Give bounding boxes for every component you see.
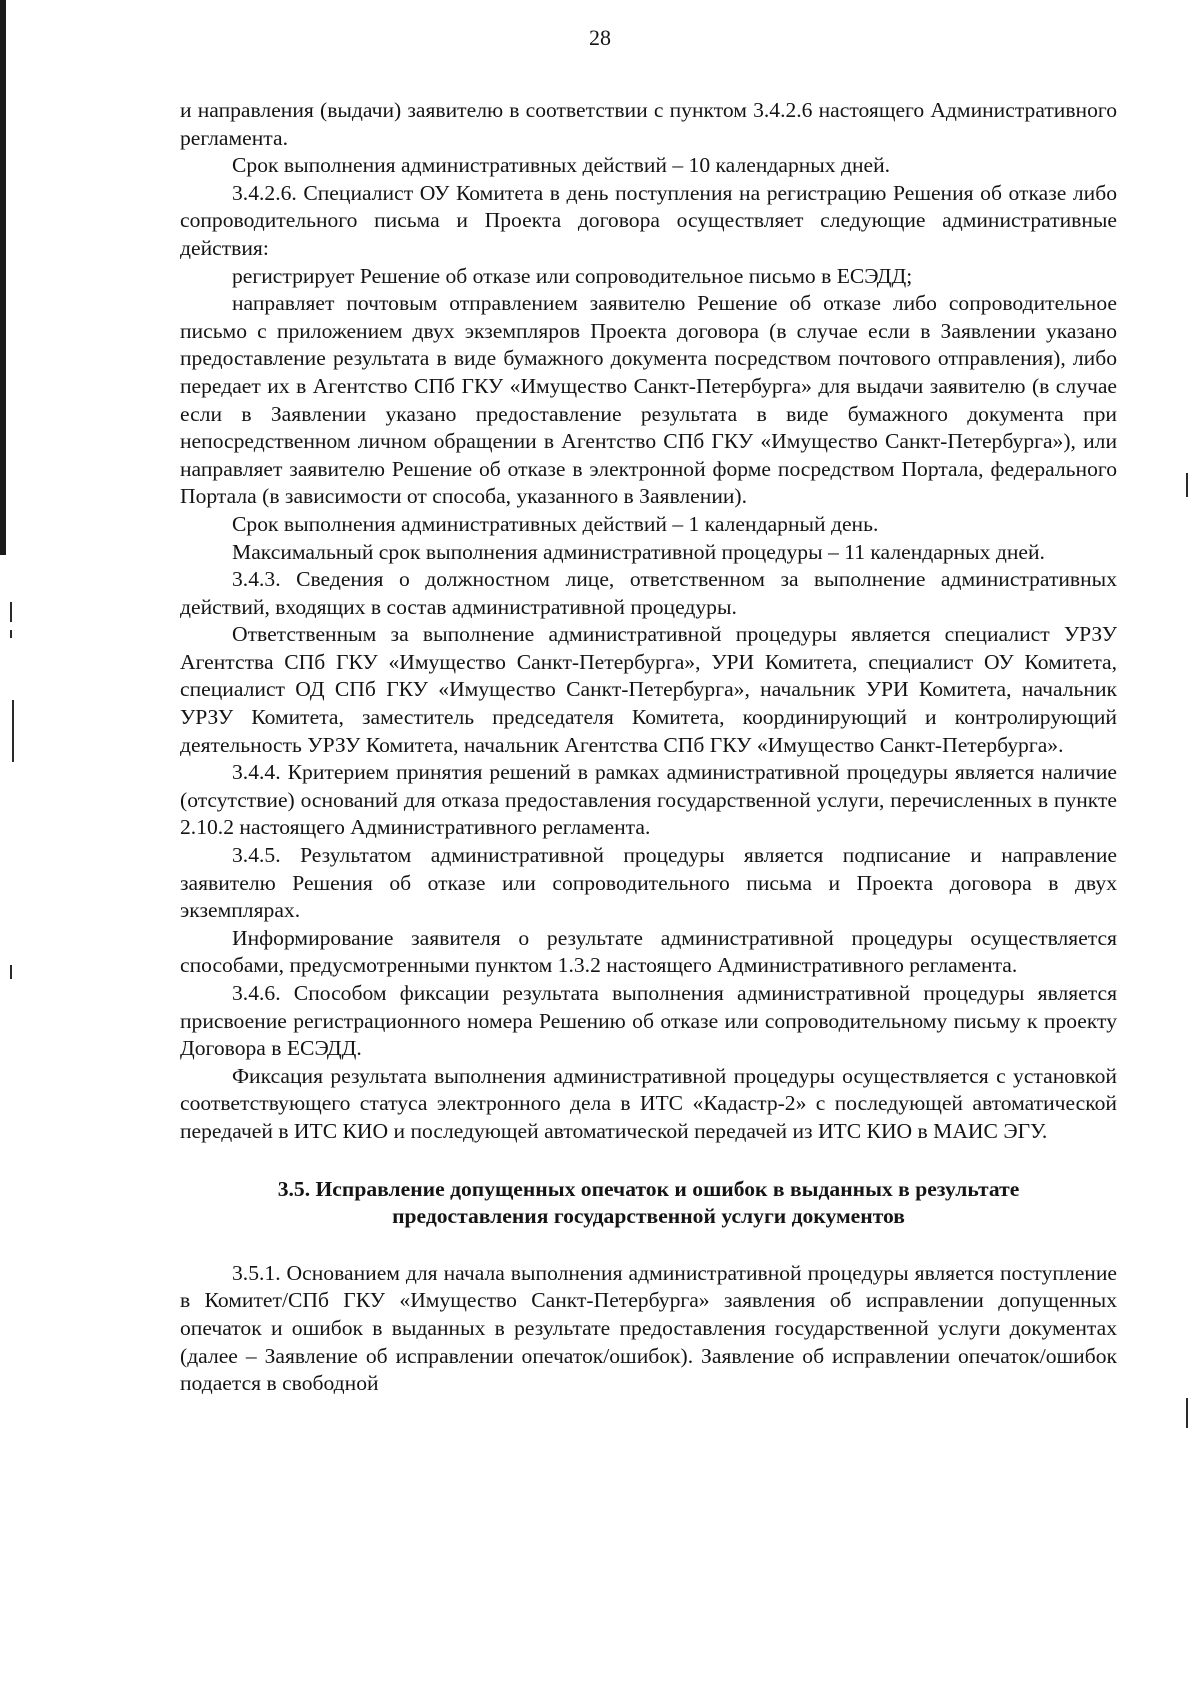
scan-artifact-mark — [10, 630, 12, 638]
body-paragraph: 3.4.5. Результатом административной процедуры является подписание и направление заявителю Решения об отказе или сопроводительного письма и Проекта договора в двух экземплярах. — [180, 843, 1117, 923]
section-heading-line-2: предоставления государственной услуги документов — [392, 1204, 905, 1229]
body-paragraph: Фиксация результата выполнения административной процедуры осуществляется с установкой соответствующего статуса электронного дела в ИТС «Кадастр-2» с последующей автоматической передачей в ИТС КИО и последующей автоматической передачей из ИТС КИО в МАИС ЭГУ. — [180, 1063, 1117, 1143]
body-paragraph: 3.4.2.6. Специалист ОУ Комитета в день поступления на регистрацию Решения об отказе либо сопроводительного письма и Проекта договора осуществляет следующие административные действия: — [180, 180, 1117, 260]
paragraphs-before-heading — [180, 97, 1117, 1146]
scan-left-edge-artifact — [0, 0, 6, 555]
body-paragraph: 3.5.1. Основанием для начала выполнения административной процедуры является поступление в Комитет/СПб ГКУ «Имущество Санкт-Петербурга» заявления об исправлении допущенных опечаток и ошибок в выданных в результате предоставления государственной услуги документах (далее – Заявление об исправлении опечаток/ошибок). Заявление об исправлении опечаток/ошибок подается в свободной — [180, 1260, 1117, 1396]
scan-artifact-mark — [10, 602, 12, 622]
scan-artifact-mark — [1186, 473, 1188, 497]
document-body — [180, 97, 1117, 1398]
body-paragraph: Максимальный срок выполнения административной процедуры – 11 календарных дней. — [232, 539, 1045, 564]
body-paragraph: Срок выполнения административных действий – 10 календарных дней. — [232, 153, 891, 178]
scan-artifact-mark — [12, 700, 14, 762]
body-paragraph: Информирование заявителя о результате административной процедуры осуществляется способами, предусмотренными пунктом 1.3.2 настоящего Административного регламента. — [180, 925, 1117, 978]
scan-artifact-mark — [1186, 1398, 1188, 1428]
body-paragraph: направляет почтовым отправлением заявителю Решение об отказе либо сопроводительное письмо с приложением двух экземпляров Проекта договора (в случае если в Заявлении указано предоставление результата в виде бумажного документа посредством почтового отправления), либо передает их в Агентство СПб ГКУ «Имущество Санкт-Петербурга» для выдачи заявителю (в случае если в Заявлении указано предоставление результата в виде бумажного документа при непосредственном личном обращении в Агентство СПб ГКУ «Имущество Санкт-Петербурга»), или направляет заявителю Решение об отказе в электронной форме посредством Портала, федерального Портала (в зависимости от способа, указанного в Заявлении). — [180, 291, 1117, 509]
body-paragraph: 3.4.3. Сведения о должностном лице, ответственном за выполнение административных действий, входящих в состав административной процедуры. — [180, 567, 1117, 619]
section-heading-line-1: 3.5. Исправление допущенных опечаток и ошибок в выданных в результате — [277, 1176, 1020, 1201]
body-paragraph: Срок выполнения административных действий – 1 календарный день. — [232, 511, 879, 536]
body-paragraph: Ответственным за выполнение административной процедуры является специалист УРЗУ Агентства СПб ГКУ «Имущество Санкт-Петербурга», УРИ Комитета, специалист ОУ Комитета, специалист ОД СПб ГКУ «Имущество Санкт-Петербурга», начальник УРИ Комитета, начальник УРЗУ Комитета, заместитель председателя Комитета, координирующий и контролирующий деятельность УРЗУ Комитета, начальник Агентства СПб ГКУ «Имущество Санкт-Петербурга». — [180, 622, 1117, 757]
body-paragraph: 3.4.6. Способом фиксации результата выполнения административной процедуры является присвоение регистрационного номера Решению об отказе или сопроводительному письму к проекту Договора в ЕСЭДД. — [180, 981, 1117, 1061]
section-heading — [180, 1176, 1117, 1231]
page-number: 28 — [589, 25, 611, 50]
scan-artifact-mark — [10, 965, 12, 979]
body-paragraph: регистрирует Решение об отказе или сопроводительное письмо в ЕСЭДД; — [232, 263, 913, 288]
body-paragraph: 3.4.4. Критерием принятия решений в рамках административной процедуры является наличие (отсутствие) оснований для отказа предоставления государственной услуги, перечисленных в пункте 2.10.2 настоящего Административного регламента. — [180, 760, 1117, 840]
paragraphs-after-heading — [180, 1260, 1117, 1398]
body-paragraph: и направления (выдачи) заявителю в соответствии с пунктом 3.4.2.6 настоящего Административного регламента. — [180, 98, 1117, 150]
